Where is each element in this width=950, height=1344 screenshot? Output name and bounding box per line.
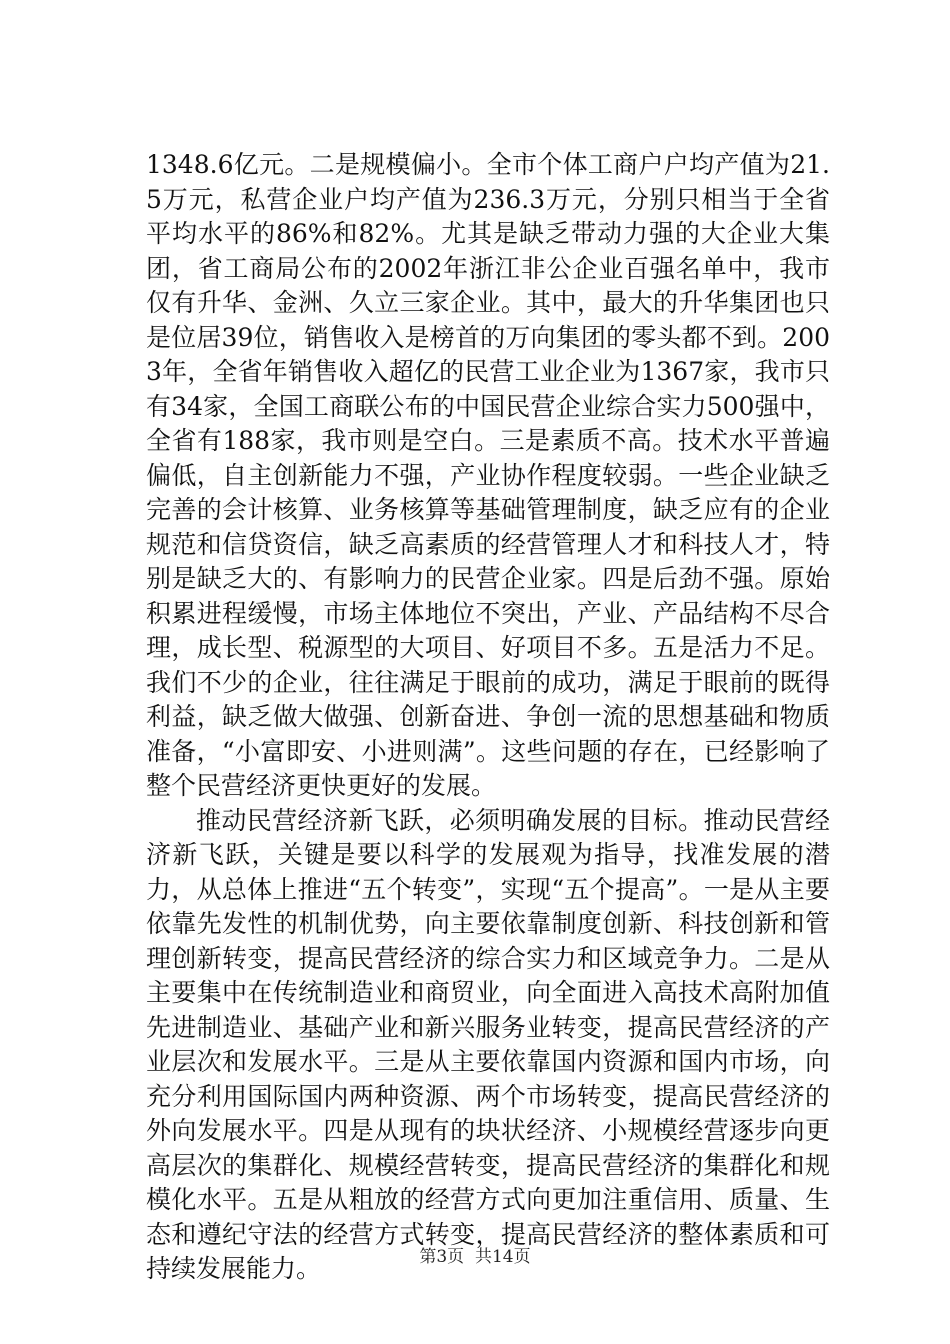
page-number-label: 第3页 共14页 — [419, 1247, 531, 1267]
paragraph-development-goals: 推动民营经济新飞跃，必须明确发展的目标。推动民营经济新飞跃，关键是要以科学的发展观为指导，找准发展的潜力，从总体上推进“五个转变”，实现“五个提高”。一是从主要依靠先发性的机制优势，向主要依靠制度创新、科技创新和管理创新转变，提高民营经济的综合实力和区域竞争力。二是从主要集中在传统制造业和商贸业，向全面进入高技术高附加值先进制造业、基础产业和新兴服务业转变，提高民营经济的产业层次和发展水平。三是从主要依靠国内资源和国内市场，向充分利用国际国内两种资源、两个市场转变，提高民营经济的外向发展水平。四是从现有的块状经济、小规模经营逐步向更高层次的集群化、规模经营转变，提高民营经济的集群化和规模化水平。五是从粗放的经营方式向更加注重信用、质量、生态和遵纪守法的经营方式转变，提高民营经济的整体素质和可持续发展能力。 — [146, 805, 830, 1283]
document-body — [146, 148, 830, 1287]
paragraph-continued: 1348.6亿元。二是规模偏小。全市个体工商户户均产值为21.5万元，私营企业户均产值为236.3万元，分别只相当于全省平均水平的86%和82%。尤其是缺乏带动力强的大企业大集团，省工商局公布的2002年浙江非公企业百强名单中，我市仅有升华、金洲、久立三家企业。其中，最大的升华集团也只是位居39位，销售收入是榜首的万向集团的零头都不到。2003年，全省年销售收入超亿的民营工业企业为1367家，我市只有34家，全国工商联公布的中国民营企业综合实力500强中，全省有188家，我市则是空白。三是素质不高。技术水平普遍偏低，自主创新能力不强，产业协作程度较弱。一些企业缺乏完善的会计核算、业务核算等基础管理制度，缺乏应有的企业规范和信贷资信，缺乏高素质的经营管理人才和科技人才，特别是缺乏大的、有影响力的民营企业家。四是后劲不强。原始积累进程缓慢，市场主体地位不突出，产业、产品结构不尽合理，成长型、税源型的大项目、好项目不多。五是活力不足。我们不少的企业，往往满足于眼前的成功，满足于眼前的既得利益，缺乏做大做强、创新奋进、争创一流的思想基础和物质准备，“小富即安、小进则满”。这些问题的存在，已经影响了整个民营经济更快更好的发展。 — [146, 150, 830, 800]
page-footer — [0, 1242, 950, 1267]
